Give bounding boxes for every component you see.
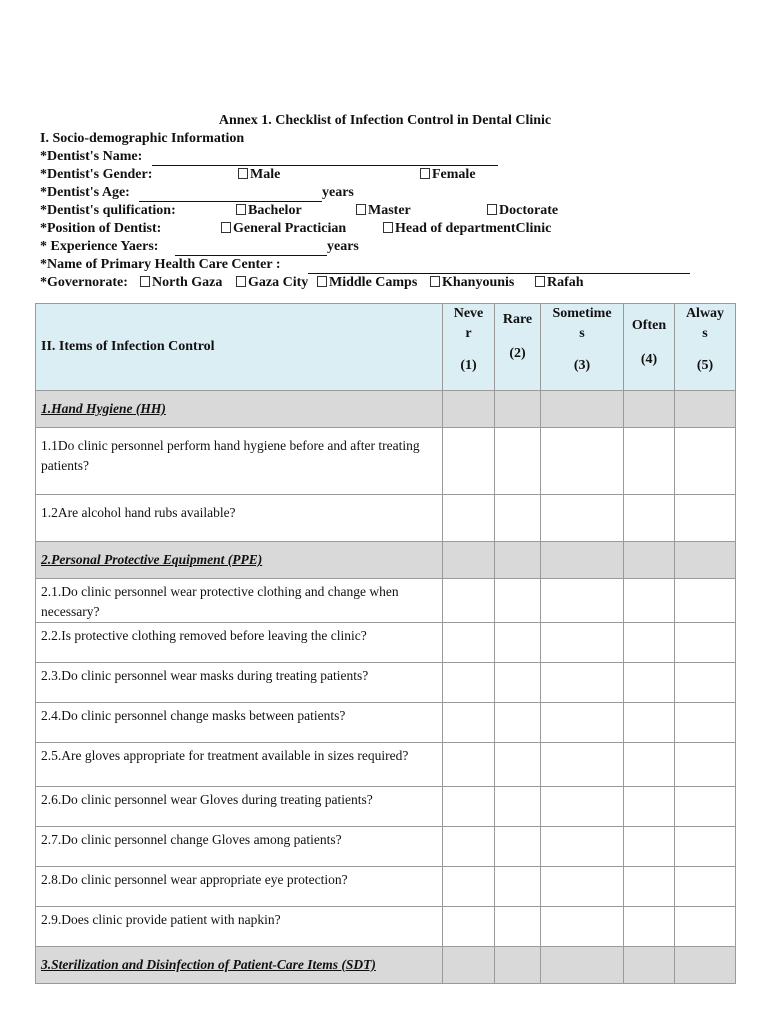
rating-cell[interactable] xyxy=(495,663,541,703)
checkbox-icon xyxy=(383,222,393,233)
col-rare-header: Rare (2) xyxy=(495,304,541,391)
rating-cell[interactable] xyxy=(495,787,541,827)
rating-cell[interactable] xyxy=(443,428,495,495)
rating-cell[interactable] xyxy=(624,428,675,495)
section-row xyxy=(36,947,736,984)
rating-cell[interactable] xyxy=(541,787,624,827)
gender-male-option[interactable]: Male xyxy=(238,166,280,184)
question-text: 2.9.Does clinic provide patient with napkin? xyxy=(36,907,443,947)
section-row xyxy=(36,391,736,428)
rating-cell[interactable] xyxy=(675,787,736,827)
table-row xyxy=(36,579,736,623)
rating-cell[interactable] xyxy=(624,787,675,827)
rating-cell[interactable] xyxy=(541,495,624,542)
rating-cell[interactable] xyxy=(624,623,675,663)
rating-cell[interactable] xyxy=(675,703,736,743)
rating-cell[interactable] xyxy=(624,703,675,743)
table-row xyxy=(36,428,736,495)
section-title: 2.Personal Protective Equipment (PPE) xyxy=(36,542,443,579)
col-sometimes-header: Sometime s (3) xyxy=(541,304,624,391)
table-row xyxy=(36,663,736,703)
rating-cell[interactable] xyxy=(541,542,624,579)
qual-bachelor-option[interactable]: Bachelor xyxy=(236,202,302,220)
rating-cell[interactable] xyxy=(495,579,541,623)
question-text: 2.2.Is protective clothing removed before leaving the clinic? xyxy=(36,623,443,663)
experience-suffix: years xyxy=(327,239,359,254)
form-header xyxy=(40,112,740,292)
rating-cell[interactable] xyxy=(541,428,624,495)
infection-control-table xyxy=(35,303,736,984)
rating-cell[interactable] xyxy=(541,743,624,787)
rating-cell[interactable] xyxy=(495,703,541,743)
rating-cell[interactable] xyxy=(443,827,495,867)
rating-cell[interactable] xyxy=(443,907,495,947)
table-row xyxy=(36,703,736,743)
rating-cell[interactable] xyxy=(624,542,675,579)
rating-cell[interactable] xyxy=(443,623,495,663)
rating-cell[interactable] xyxy=(624,579,675,623)
rating-cell[interactable] xyxy=(624,827,675,867)
checkbox-icon xyxy=(140,276,150,287)
question-text: 2.5.Are gloves appropriate for treatment available in sizes required? xyxy=(36,743,443,787)
table-row xyxy=(36,743,736,787)
question-text: 2.8.Do clinic personnel wear appropriate eye protection? xyxy=(36,867,443,907)
question-text: 2.7.Do clinic personnel change Gloves among patients? xyxy=(36,827,443,867)
rating-cell[interactable] xyxy=(495,428,541,495)
gov-khanyounis-option[interactable]: Khanyounis xyxy=(430,274,514,292)
section-title: 1.Hand Hygiene (HH) xyxy=(36,391,443,428)
items-header: II. Items of Infection Control xyxy=(36,304,443,391)
rating-cell[interactable] xyxy=(443,703,495,743)
rating-cell[interactable] xyxy=(495,743,541,787)
rating-cell[interactable] xyxy=(443,391,495,428)
center-field[interactable] xyxy=(308,259,690,274)
table-row xyxy=(36,787,736,827)
col-never-header: Neve r (1) xyxy=(443,304,495,391)
center-label: *Name of Primary Health Care Center : xyxy=(40,257,281,272)
rating-cell[interactable] xyxy=(443,579,495,623)
rating-cell[interactable] xyxy=(443,947,495,984)
rating-cell[interactable] xyxy=(495,391,541,428)
experience-field[interactable] xyxy=(175,241,327,256)
table-row xyxy=(36,907,736,947)
question-text: 2.6.Do clinic personnel wear Gloves during treating patients? xyxy=(36,787,443,827)
rating-cell[interactable] xyxy=(495,495,541,542)
governorate-label: *Governorate: xyxy=(40,275,128,290)
table-header-row xyxy=(36,304,736,391)
rating-cell[interactable] xyxy=(495,867,541,907)
rating-cell[interactable] xyxy=(541,907,624,947)
rating-cell[interactable] xyxy=(624,743,675,787)
gov-north-gaza-option[interactable]: North Gaza xyxy=(140,274,222,292)
rating-cell[interactable] xyxy=(443,542,495,579)
rating-cell[interactable] xyxy=(624,867,675,907)
gender-female-option[interactable]: Female xyxy=(420,166,476,184)
question-text: 2.1.Do clinic personnel wear protective clothing and change when necessary? xyxy=(36,579,443,623)
gov-gaza-city-option[interactable]: Gaza City xyxy=(236,274,308,292)
checkbox-icon xyxy=(236,204,246,215)
rating-cell[interactable] xyxy=(541,827,624,867)
rating-cell[interactable] xyxy=(675,542,736,579)
name-label: *Dentist's Name: xyxy=(40,149,143,164)
rating-cell[interactable] xyxy=(624,495,675,542)
table-row xyxy=(36,623,736,663)
rating-cell[interactable] xyxy=(495,623,541,663)
rating-cell[interactable] xyxy=(624,663,675,703)
rating-cell[interactable] xyxy=(541,947,624,984)
checkbox-icon xyxy=(430,276,440,287)
experience-label: * Experience Yaers: xyxy=(40,239,159,254)
rating-cell[interactable] xyxy=(443,743,495,787)
qualification-label: *Dentist's qulification: xyxy=(40,203,176,218)
rating-cell[interactable] xyxy=(675,947,736,984)
qual-doctorate-option[interactable]: Doctorate xyxy=(487,202,558,220)
position-general-option[interactable]: General Practician xyxy=(221,220,346,238)
qual-master-option[interactable]: Master xyxy=(356,202,411,220)
rating-cell[interactable] xyxy=(443,787,495,827)
rating-cell[interactable] xyxy=(541,703,624,743)
question-text: 2.4.Do clinic personnel change masks between patients? xyxy=(36,703,443,743)
section1-heading: I. Socio-demographic Information xyxy=(40,131,245,146)
rating-cell[interactable] xyxy=(675,428,736,495)
checkbox-icon xyxy=(487,204,497,215)
rating-cell[interactable] xyxy=(675,867,736,907)
rating-cell[interactable] xyxy=(675,907,736,947)
rating-cell[interactable] xyxy=(624,947,675,984)
rating-cell[interactable] xyxy=(541,663,624,703)
rating-cell[interactable] xyxy=(541,579,624,623)
rating-cell[interactable] xyxy=(495,827,541,867)
rating-cell[interactable] xyxy=(443,495,495,542)
question-text: 1.2Are alcohol hand rubs available? xyxy=(36,495,443,542)
checkbox-icon xyxy=(317,276,327,287)
age-field[interactable] xyxy=(139,187,322,202)
rating-cell[interactable] xyxy=(443,867,495,907)
document-title: Annex 1. Checklist of Infection Control in Dental Clinic xyxy=(218,113,552,128)
age-label: *Dentist's Age: xyxy=(40,185,130,200)
question-text: 2.3.Do clinic personnel wear masks during treating patients? xyxy=(36,663,443,703)
rating-cell[interactable] xyxy=(443,663,495,703)
rating-cell[interactable] xyxy=(624,907,675,947)
rating-cell[interactable] xyxy=(624,391,675,428)
rating-cell[interactable] xyxy=(675,579,736,623)
position-head-option[interactable]: Head of departmentClinic xyxy=(383,220,551,238)
name-field[interactable] xyxy=(152,151,498,166)
gov-middle-camps-option[interactable]: Middle Camps xyxy=(317,274,417,292)
checkbox-icon xyxy=(356,204,366,215)
age-suffix: years xyxy=(322,185,354,200)
rating-cell[interactable] xyxy=(675,391,736,428)
col-often-header: Often (4) xyxy=(624,304,675,391)
section-title: 3.Sterilization and Disinfection of Patient-Care Items (SDT) xyxy=(36,947,443,984)
checkbox-icon xyxy=(221,222,231,233)
question-text: 1.1Do clinic personnel perform hand hygiene before and after treating patients? xyxy=(36,428,443,495)
gov-rafah-option[interactable]: Rafah xyxy=(535,274,584,292)
table-row xyxy=(36,827,736,867)
rating-cell[interactable] xyxy=(495,542,541,579)
table-row xyxy=(36,867,736,907)
gender-label: *Dentist's Gender: xyxy=(40,167,153,182)
rating-cell[interactable] xyxy=(675,623,736,663)
rating-cell[interactable] xyxy=(675,495,736,542)
col-always-header: Alway s (5) xyxy=(675,304,736,391)
rating-cell[interactable] xyxy=(675,827,736,867)
checkbox-icon xyxy=(236,276,246,287)
rating-cell[interactable] xyxy=(495,907,541,947)
rating-cell[interactable] xyxy=(675,663,736,703)
section-row xyxy=(36,542,736,579)
position-label: *Position of Dentist: xyxy=(40,221,162,236)
checkbox-icon xyxy=(238,168,248,179)
rating-cell[interactable] xyxy=(675,743,736,787)
table-row xyxy=(36,495,736,542)
rating-cell[interactable] xyxy=(495,947,541,984)
rating-cell[interactable] xyxy=(541,867,624,907)
checkbox-icon xyxy=(535,276,545,287)
rating-cell[interactable] xyxy=(541,391,624,428)
rating-cell[interactable] xyxy=(541,623,624,663)
checkbox-icon xyxy=(420,168,430,179)
